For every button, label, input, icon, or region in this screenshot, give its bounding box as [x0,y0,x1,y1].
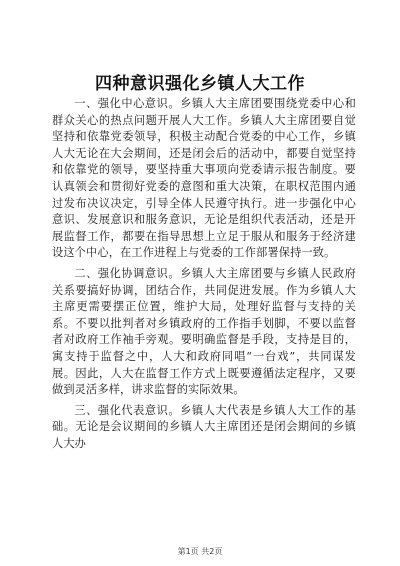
document-title: 四种意识强化乡镇人大工作 [95,74,305,94]
page-number-footer: 第1页 共2页 [177,547,223,556]
paragraph: 一、强化中心意识。乡镇人大主席团要围绕党委中心和群众关心的热点问题开展人大工作。乡镇人大主席团要自觉坚持和依靠党委领导，积极主动配合党委的中心工作，乡镇人大无论在大会期间，还是闭会后的活动中，都要自觉坚持和依靠党的领导，要坚持重大事项向党委请示报告制度。要认真领会和贯彻好党委的意图和重大决策，在职权范围内通过发布决议决定，引导全体人民遵守执行。进一步强化中心意识、发展意识和服务意识，无论是组织代表活动，还是开展监督工作，都要在指导思想上立足于服从和服务于经济建设这个中心，在工作进程上与党委的工作部署保持一致。 [52,97,356,260]
paragraph: 二、强化协调意识。乡镇人大主席团要与乡镇人民政府关系要搞好协调，团结合作，共同促进发展。作为乡镇人大主席更需要摆正位置，维护大局，处理好监督与支持的关系。不要以批判者对乡镇政府的工作指手划脚，不要以监督者对政府工作袖手旁观。要明确监督是手段，支持是目的，寓支持于监督之中，人大和政府同唱“一台戏”，共同谋发展。因此，人大在监督工作方式上既要遵循法定程序，又要做到灵活多样，讲求监督的实际效果。 [52,266,356,397]
document-body [52,96,356,456]
paragraph: 三、强化代表意识。乡镇人大代表是乡镇人大工作的基础。无论是会议期间的乡镇人大主席团还是闭会期间的乡镇人大办 [52,403,356,450]
